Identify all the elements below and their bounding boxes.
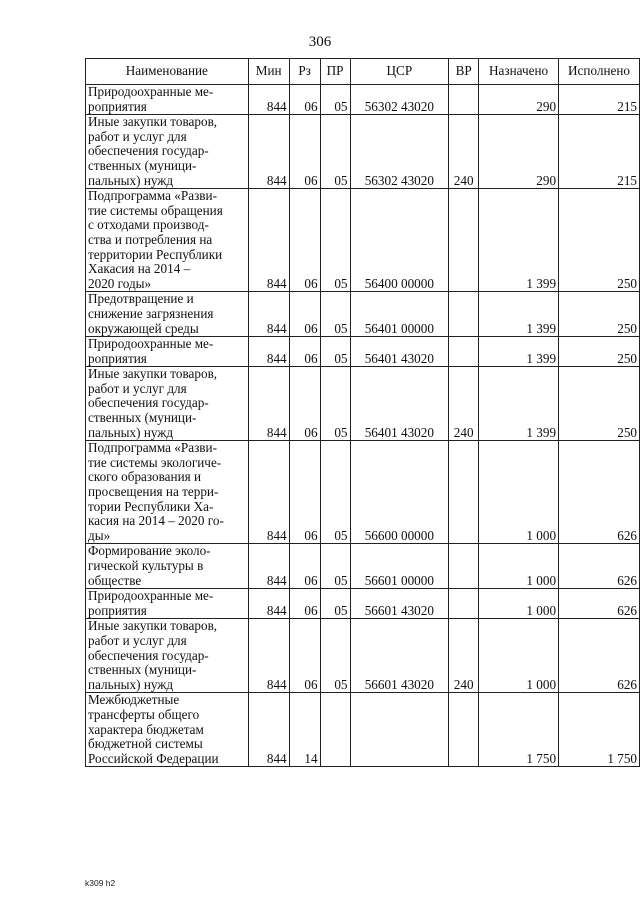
cell-vr — [449, 589, 479, 619]
cell-executed: 1 750 — [559, 693, 640, 767]
cell-name-line: ственных (муници- — [88, 662, 197, 678]
cell-min: 844 — [248, 544, 289, 589]
cell-name — [86, 292, 249, 337]
cell-name-line: обществе — [88, 572, 142, 588]
cell-name-line: работ и услуг для — [88, 632, 187, 648]
cell-min: 844 — [248, 115, 289, 189]
table-header-row — [86, 59, 640, 85]
cell-vr: 240 — [449, 115, 479, 189]
cell-name-line: снижение загрязнения — [88, 305, 214, 321]
cell-pr: 05 — [320, 544, 350, 589]
cell-name-line: ственных (муници- — [88, 157, 197, 173]
header-pr: ПР — [320, 59, 350, 85]
cell-min: 844 — [248, 589, 289, 619]
cell-pr: 05 — [320, 619, 350, 693]
cell-name-line: пальных) нужд — [88, 424, 174, 440]
cell-assigned: 1 399 — [479, 337, 559, 367]
cell-name-line: Иные закупки товаров, — [88, 366, 218, 382]
cell-rz: 06 — [289, 619, 320, 693]
header-assigned: Назначено — [479, 59, 559, 85]
cell-rz: 06 — [289, 337, 320, 367]
cell-pr: 05 — [320, 189, 350, 292]
cell-min: 844 — [248, 337, 289, 367]
cell-vr — [449, 544, 479, 589]
cell-name-line: касия на 2014 – 2020 го- — [88, 513, 224, 529]
cell-executed: 250 — [559, 337, 640, 367]
table-row — [86, 292, 640, 337]
header-executed: Исполнено — [559, 59, 640, 85]
cell-pr — [320, 693, 350, 767]
cell-csr: 56601 43020 — [350, 619, 449, 693]
table-row — [86, 367, 640, 441]
cell-name-line: Природоохранные ме- — [88, 588, 214, 604]
header-vr: ВР — [449, 59, 479, 85]
cell-name-line: тории Республики Ха- — [88, 498, 214, 514]
cell-name-line: Хакасия на 2014 – — [88, 261, 191, 277]
cell-vr — [449, 441, 479, 544]
cell-assigned: 1 000 — [479, 441, 559, 544]
cell-name — [86, 367, 249, 441]
cell-assigned: 1 399 — [479, 189, 559, 292]
cell-name-line: обеспечения государ- — [88, 395, 209, 411]
cell-assigned: 1 399 — [479, 367, 559, 441]
cell-name-line: территории Республики — [88, 246, 223, 262]
cell-name — [86, 115, 249, 189]
cell-min: 844 — [248, 367, 289, 441]
cell-name — [86, 337, 249, 367]
header-rz: Рз — [289, 59, 320, 85]
table-row — [86, 189, 640, 292]
cell-name-line: ского образования и — [88, 469, 202, 485]
cell-vr — [449, 693, 479, 767]
table-body — [86, 85, 640, 767]
cell-csr — [350, 693, 449, 767]
cell-assigned: 1 000 — [479, 544, 559, 589]
cell-rz: 06 — [289, 115, 320, 189]
cell-name-line: роприятия — [88, 98, 147, 114]
cell-executed: 215 — [559, 85, 640, 115]
cell-min: 844 — [248, 85, 289, 115]
cell-executed: 250 — [559, 292, 640, 337]
cell-min: 844 — [248, 619, 289, 693]
table-row — [86, 544, 640, 589]
cell-name-line: обеспечения государ- — [88, 143, 209, 159]
cell-name-line: с отходами производ- — [88, 217, 209, 233]
cell-rz: 06 — [289, 189, 320, 292]
footer-code: k309 h2 — [85, 878, 116, 888]
cell-executed: 626 — [559, 441, 640, 544]
cell-name-line: тие системы обращения — [88, 202, 223, 218]
cell-csr: 56400 00000 — [350, 189, 449, 292]
cell-csr: 56302 43020 — [350, 85, 449, 115]
cell-pr: 05 — [320, 115, 350, 189]
cell-name-line: просвещения на терри- — [88, 484, 219, 500]
cell-name — [86, 589, 249, 619]
cell-name-line: ственных (муници- — [88, 410, 197, 426]
cell-rz: 06 — [289, 292, 320, 337]
table-row — [86, 693, 640, 767]
cell-name-line: Подпрограмма «Разви- — [88, 188, 217, 204]
cell-rz: 06 — [289, 85, 320, 115]
cell-name-line: Формирование эколо- — [88, 543, 211, 559]
cell-executed: 626 — [559, 544, 640, 589]
cell-vr: 240 — [449, 619, 479, 693]
header-name: Наименование — [86, 59, 249, 85]
cell-pr: 05 — [320, 441, 350, 544]
cell-name — [86, 85, 249, 115]
cell-name — [86, 189, 249, 292]
cell-rz: 06 — [289, 441, 320, 544]
cell-assigned: 1 750 — [479, 693, 559, 767]
cell-rz: 06 — [289, 367, 320, 441]
table-row — [86, 589, 640, 619]
cell-assigned: 1 399 — [479, 292, 559, 337]
cell-min: 844 — [248, 189, 289, 292]
cell-min: 844 — [248, 693, 289, 767]
cell-name-line: пальных) нужд — [88, 676, 174, 692]
cell-name-line: 2020 годы» — [88, 275, 152, 291]
cell-vr — [449, 292, 479, 337]
cell-min: 844 — [248, 292, 289, 337]
cell-assigned: 290 — [479, 85, 559, 115]
cell-name-line: работ и услуг для — [88, 128, 187, 144]
cell-name-line: трансферты общего — [88, 706, 200, 722]
cell-assigned: 290 — [479, 115, 559, 189]
cell-name-line: Природоохранные ме- — [88, 336, 214, 352]
cell-name-line: обеспечения государ- — [88, 647, 209, 663]
cell-name — [86, 441, 249, 544]
cell-csr: 56302 43020 — [350, 115, 449, 189]
cell-name-line: Предотвращение и — [88, 291, 194, 307]
cell-executed: 250 — [559, 189, 640, 292]
cell-executed: 215 — [559, 115, 640, 189]
cell-executed: 626 — [559, 619, 640, 693]
cell-name-line: Подпрограмма «Разви- — [88, 440, 217, 456]
cell-vr — [449, 85, 479, 115]
cell-name-line: пальных) нужд — [88, 172, 174, 188]
cell-name-line: ды» — [88, 527, 111, 543]
table-row — [86, 619, 640, 693]
cell-pr: 05 — [320, 367, 350, 441]
table-row — [86, 115, 640, 189]
cell-csr: 56401 43020 — [350, 367, 449, 441]
cell-vr — [449, 189, 479, 292]
budget-table — [85, 58, 640, 767]
cell-name-line: Иные закупки товаров, — [88, 618, 218, 634]
cell-pr: 05 — [320, 337, 350, 367]
cell-csr: 56600 00000 — [350, 441, 449, 544]
cell-name-line: гической культуры в — [88, 558, 204, 573]
cell-assigned: 1 000 — [479, 589, 559, 619]
cell-csr: 56401 00000 — [350, 292, 449, 337]
cell-min: 844 — [248, 441, 289, 544]
cell-name-line: работ и услуг для — [88, 380, 187, 396]
cell-csr: 56601 43020 — [350, 589, 449, 619]
header-csr: ЦСР — [350, 59, 449, 85]
cell-csr: 56601 00000 — [350, 544, 449, 589]
page-number: 306 — [308, 34, 332, 50]
table-row — [86, 337, 640, 367]
cell-pr: 05 — [320, 85, 350, 115]
cell-executed: 626 — [559, 589, 640, 619]
cell-name-line: тие системы экологиче- — [88, 454, 222, 470]
cell-name-line: роприятия — [88, 602, 147, 618]
cell-executed: 250 — [559, 367, 640, 441]
cell-rz: 06 — [289, 544, 320, 589]
cell-name — [86, 693, 249, 767]
cell-name-line: Российской Федерации — [88, 750, 219, 766]
table-row — [86, 441, 640, 544]
cell-name-line: окружающей среды — [88, 320, 199, 336]
cell-pr: 05 — [320, 292, 350, 337]
cell-name-line: характера бюджетам — [88, 721, 204, 737]
cell-pr: 05 — [320, 589, 350, 619]
cell-name-line: Природоохранные ме- — [88, 84, 214, 99]
cell-assigned: 1 000 — [479, 619, 559, 693]
table-row — [86, 85, 640, 115]
cell-name-line: роприятия — [88, 350, 147, 366]
cell-name — [86, 619, 249, 693]
cell-rz: 14 — [289, 693, 320, 767]
cell-name — [86, 544, 249, 589]
cell-name-line: бюджетной системы — [88, 736, 203, 752]
cell-vr: 240 — [449, 367, 479, 441]
header-min: Мин — [248, 59, 289, 85]
cell-name-line: ства и потребления на — [88, 231, 213, 247]
cell-name-line: Иные закупки товаров, — [88, 114, 218, 130]
cell-rz: 06 — [289, 589, 320, 619]
cell-name-line: Межбюджетные — [88, 692, 180, 708]
cell-csr: 56401 43020 — [350, 337, 449, 367]
cell-vr — [449, 337, 479, 367]
